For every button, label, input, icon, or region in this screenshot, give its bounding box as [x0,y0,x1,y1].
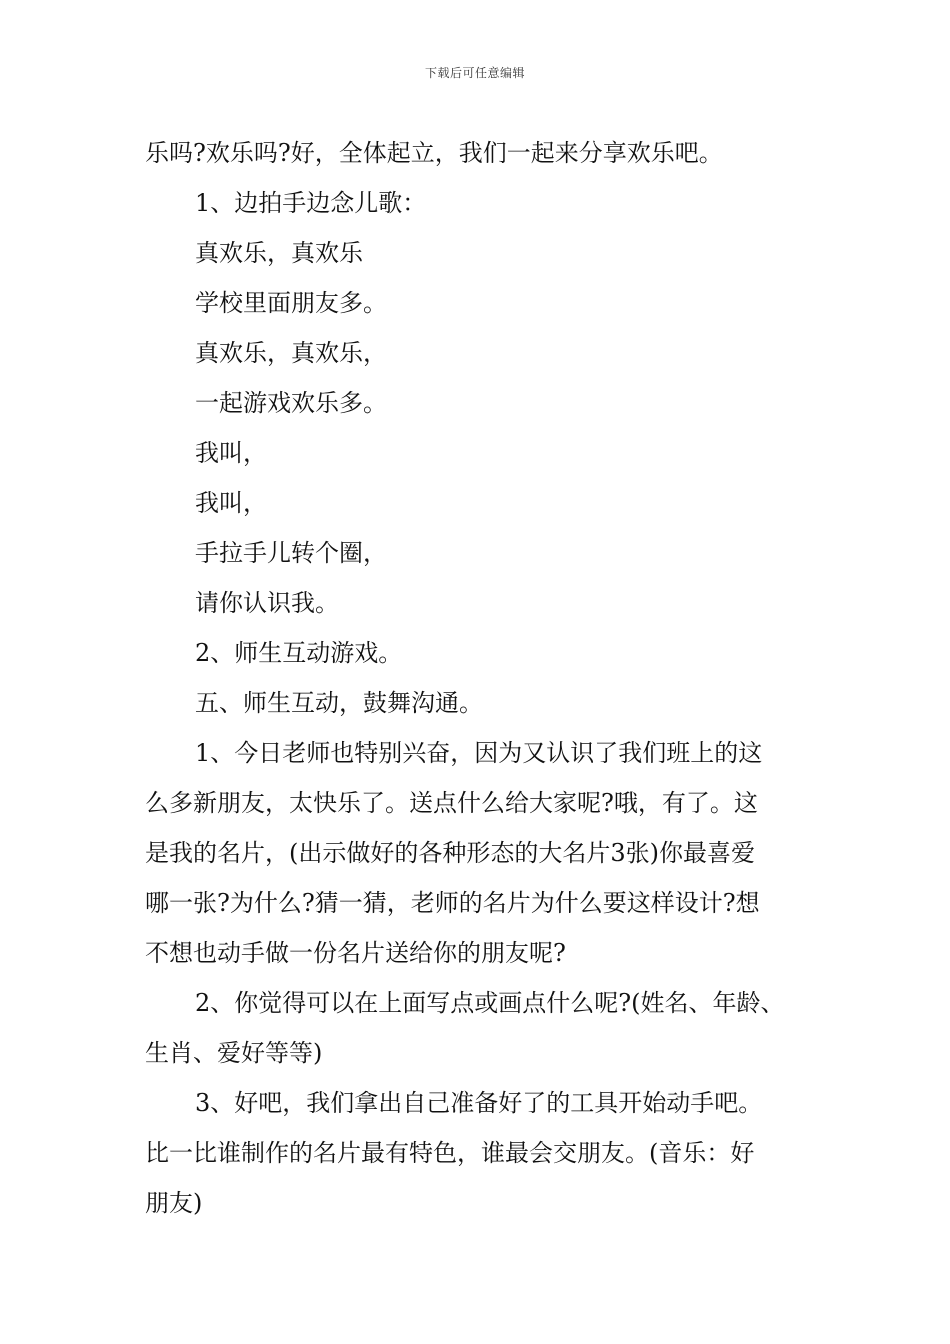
paragraph-line: 1、边拍手边念儿歌： [195,189,427,217]
paragraph-line: 朋友) [145,1189,203,1217]
song-line: 手拉手儿转个圈， [195,539,387,567]
song-line: 我叫， [195,489,267,517]
page-header-note: 下载后可任意编辑 [424,66,525,80]
song-line: 一起游戏欢乐多。 [195,389,387,417]
paragraph-line: 不想也动手做一份名片送给你的朋友呢? [145,939,566,967]
paragraph-line: 2、师生互动游戏。 [195,639,403,667]
paragraph-line: 么多新朋友，太快乐了。送点什么给大家呢?哦，有了。这 [145,789,758,817]
paragraph-line: 生肖、爱好等等) [145,1039,323,1067]
song-line: 请你认识我。 [195,589,339,617]
paragraph-line: 3、好吧，我们拿出自己准备好了的工具开始动手吧。 [195,1089,763,1117]
paragraph-line: 哪一张?为什么?猜一猜，老师的名片为什么要这样设计?想 [145,889,760,917]
song-line: 学校里面朋友多。 [195,289,387,317]
section-heading: 五、师生互动，鼓舞沟通。 [195,689,483,717]
document-body [145,128,835,1228]
song-line: 我叫， [195,439,267,467]
song-line: 真欢乐，真欢乐， [195,339,387,367]
song-line: 真欢乐，真欢乐 [195,239,363,267]
paragraph-line: 1、今日老师也特别兴奋，因为又认识了我们班上的这 [195,739,763,767]
paragraph-line: 比一比谁制作的名片最有特色，谁最会交朋友。(音乐：好 [145,1139,755,1167]
paragraph-line: 是我的名片，(出示做好的各种形态的大名片3张)你最喜爱 [145,839,755,867]
paragraph-line: 2、你觉得可以在上面写点或画点什么呢?(姓名、年龄、 [195,989,785,1017]
paragraph-line: 乐吗?欢乐吗?好，全体起立，我们一起来分享欢乐吧。 [145,139,723,167]
